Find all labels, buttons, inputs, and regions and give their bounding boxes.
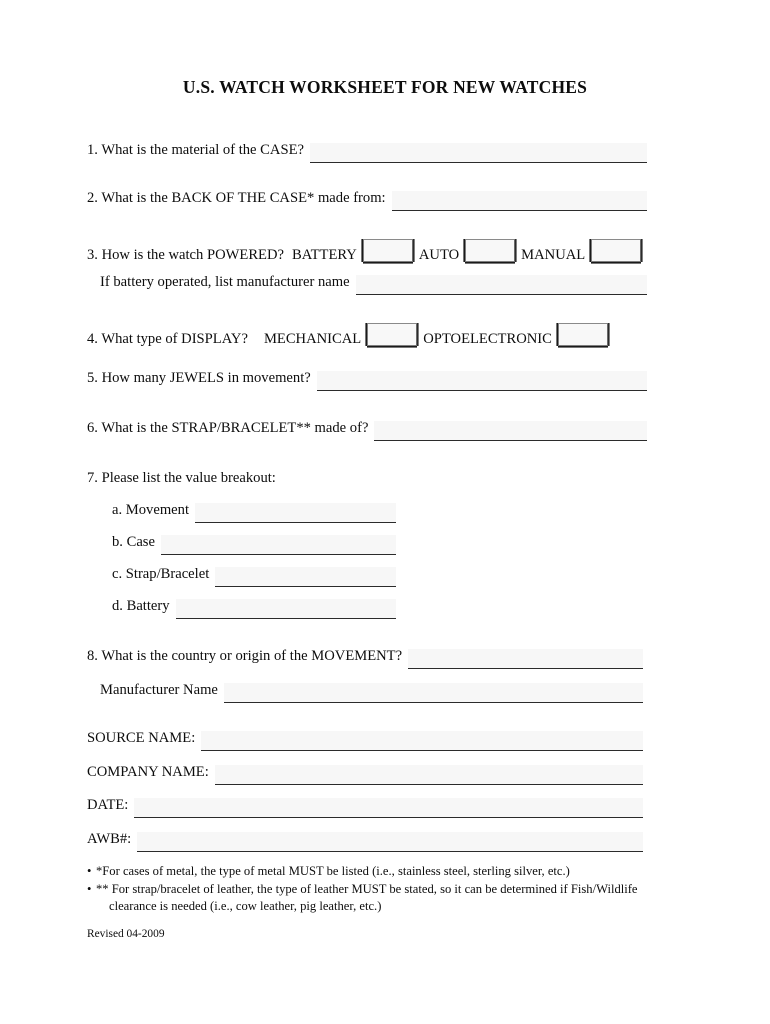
awb-label: AWB#: — [87, 831, 132, 847]
option-auto-label: AUTO — [418, 247, 460, 263]
question-5-input[interactable] — [317, 371, 647, 391]
option-mechanical-label: MECHANICAL — [263, 331, 362, 347]
source-name-label: SOURCE NAME: — [87, 730, 196, 746]
company-name-label: COMPANY NAME: — [87, 764, 209, 780]
footnote-1 — [87, 863, 657, 881]
question-1-input[interactable] — [310, 143, 647, 163]
value-breakout-case-label: b. Case — [112, 534, 155, 550]
bullet-icon: • — [87, 881, 92, 896]
value-breakout-movement-label: a. Movement — [112, 502, 190, 518]
question-7-row — [87, 468, 276, 488]
question-5-row — [87, 368, 647, 388]
battery-manufacturer-label: If battery operated, list manufacturer name — [100, 274, 350, 290]
footnote-2 — [87, 881, 657, 899]
value-breakout-strap-input[interactable] — [215, 567, 396, 587]
value-breakout-strap-label: c. Strap/Bracelet — [112, 566, 210, 582]
source-name-row — [87, 728, 643, 748]
question-6-input[interactable] — [374, 421, 647, 441]
awb-row — [87, 829, 643, 849]
question-1-label: 1. What is the material of the CASE? — [87, 142, 304, 158]
question-6-row — [87, 418, 647, 438]
question-8-row — [87, 646, 643, 666]
company-name-row — [87, 762, 643, 782]
question-3-sub-row — [100, 272, 647, 292]
question-2-input[interactable] — [392, 191, 647, 211]
question-3-row — [87, 236, 647, 265]
page-title: U.S. WATCH WORKSHEET FOR NEW WATCHES — [182, 77, 588, 97]
footnote-2-continued: clearance is needed (i.e., cow leather, pig leather, etc.) — [109, 899, 382, 913]
value-breakout-battery-input[interactable] — [176, 599, 396, 619]
value-breakout-battery-label: d. Battery — [112, 598, 170, 614]
checkbox-auto[interactable] — [465, 239, 515, 262]
question-4-label: 4. What type of DISPLAY? — [87, 331, 248, 347]
battery-manufacturer-input[interactable] — [356, 275, 647, 295]
value-breakout-case-input[interactable] — [161, 535, 396, 555]
question-8-input[interactable] — [408, 649, 643, 669]
value-breakout-item-movement — [112, 500, 396, 520]
question-1-row — [87, 140, 647, 160]
date-input[interactable] — [134, 798, 643, 818]
checkbox-manual[interactable] — [591, 239, 641, 262]
date-label: DATE: — [87, 797, 129, 813]
question-8-sub-row — [100, 680, 643, 700]
footnotes — [87, 863, 657, 916]
movement-manufacturer-input[interactable] — [224, 683, 643, 703]
question-2-row — [87, 188, 647, 208]
option-battery-label: BATTERY — [291, 247, 357, 263]
question-7-label: 7. Please list the value breakout: — [87, 470, 276, 486]
source-name-input[interactable] — [201, 731, 643, 751]
question-4-row — [87, 320, 614, 349]
movement-manufacturer-label: Manufacturer Name — [100, 682, 218, 698]
option-manual-label: MANUAL — [521, 247, 586, 263]
checkbox-optoelectronic[interactable] — [558, 323, 608, 346]
awb-input[interactable] — [137, 832, 643, 852]
footnote-2-text: ** For strap/bracelet of leather, the type of leather MUST be stated, so it can be determined if Fish/Wildlife — [96, 881, 638, 896]
revision-label: Revised 04-2009 — [87, 928, 165, 940]
question-2-label: 2. What is the BACK OF THE CASE* made from: — [87, 190, 386, 206]
value-breakout-item-case — [112, 532, 396, 552]
question-6-label: 6. What is the STRAP/BRACELET** made of? — [87, 420, 369, 436]
footnote-1-text: *For cases of metal, the type of metal MUST be listed (i.e., stainless steel, sterling silver, etc.) — [96, 864, 570, 878]
checkbox-battery[interactable] — [363, 239, 413, 262]
question-5-label: 5. How many JEWELS in movement? — [87, 370, 311, 386]
option-optoelectronic-label: OPTOELECTRONIC — [423, 331, 552, 347]
date-row — [87, 795, 643, 815]
company-name-input[interactable] — [215, 765, 643, 785]
bullet-icon: • — [87, 864, 92, 878]
value-breakout-item-strap — [112, 564, 396, 584]
question-3-label: 3. How is the watch POWERED? — [87, 247, 284, 263]
value-breakout-item-battery — [112, 596, 396, 616]
value-breakout-movement-input[interactable] — [195, 503, 396, 523]
checkbox-mechanical[interactable] — [367, 323, 417, 346]
question-8-label: 8. What is the country or origin of the MOVEMENT? — [87, 648, 403, 664]
